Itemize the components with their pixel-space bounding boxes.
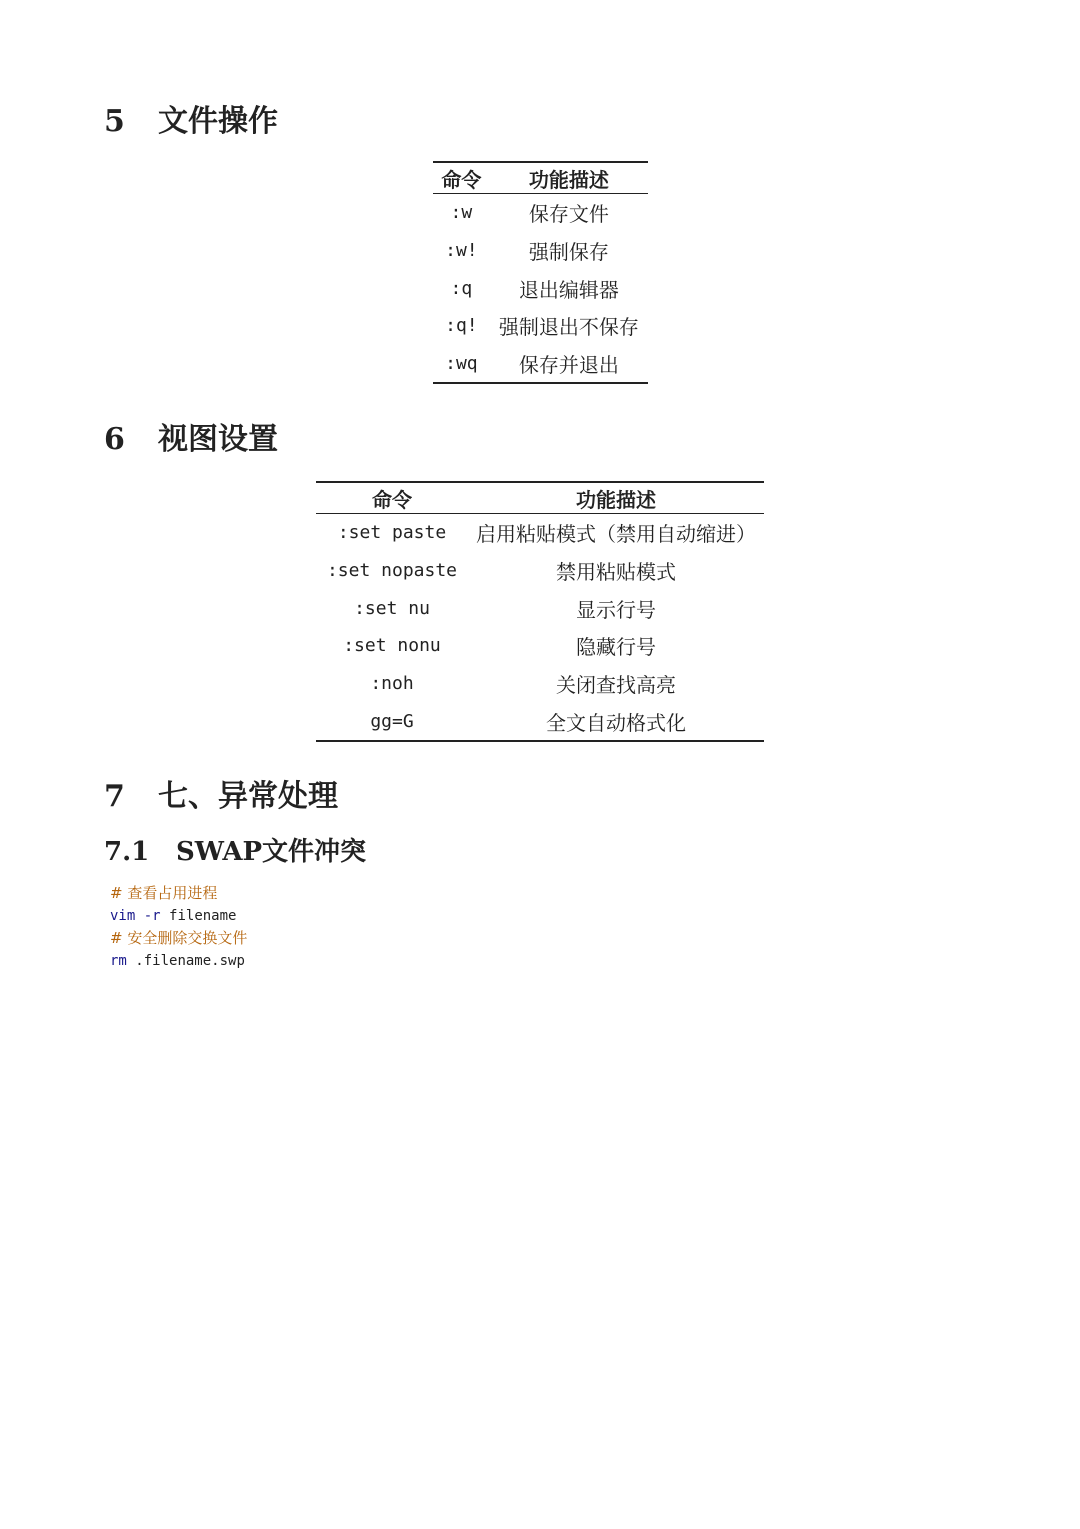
command-cell: :set nu: [354, 597, 430, 619]
code-line: [110, 950, 247, 973]
column-header-command: 命令: [433, 162, 490, 194]
table-row: [316, 514, 764, 552]
code-line: [110, 882, 247, 905]
section-title: 文件操作: [158, 104, 278, 139]
table-row: [433, 307, 648, 345]
table-row: [316, 702, 764, 741]
code-comment: # 安全删除交换文件: [110, 929, 248, 947]
section-title: 视图设置: [158, 422, 278, 457]
command-cell: gg=G: [316, 702, 468, 741]
table-row: [433, 345, 648, 384]
description-cell: 强制保存: [528, 240, 609, 265]
code-line: [110, 927, 247, 950]
file-operations-table: [433, 161, 648, 384]
table-header-row: [316, 482, 764, 514]
table-row: [433, 232, 648, 270]
description-cell: 关闭查找高亮: [556, 673, 676, 698]
description-cell: 禁用粘贴模式: [556, 560, 676, 585]
command-cell: :noh: [370, 673, 414, 695]
table-row: [316, 552, 764, 590]
code-command: rm: [110, 952, 127, 969]
code-comment: # 查看占用进程: [110, 884, 218, 902]
code-line: [110, 905, 247, 928]
description-cell: 启用粘贴模式（禁用自动缩进）: [476, 522, 756, 547]
command-cell: :set paste: [337, 522, 447, 544]
table-row: [316, 627, 764, 665]
command-cell: :w: [450, 202, 473, 224]
table-row: [433, 194, 648, 232]
description-cell: 保存并退出: [490, 345, 648, 384]
command-cell: :q!: [445, 315, 478, 337]
section-5-heading: [104, 96, 278, 140]
command-cell: :q: [450, 277, 473, 299]
command-cell: :set nopaste: [326, 560, 458, 582]
description-cell: 退出编辑器: [518, 277, 619, 302]
view-settings-table: [316, 481, 764, 742]
description-cell: 显示行号: [576, 597, 656, 622]
section-number: 7: [104, 779, 125, 814]
table-row: [433, 269, 648, 307]
column-header-command: 命令: [316, 482, 468, 514]
column-header-description: 功能描述: [468, 482, 764, 514]
subsection-title-cjk: 文件冲突: [262, 837, 367, 867]
description-cell: 隐藏行号: [576, 635, 656, 660]
column-header-description: 功能描述: [490, 162, 648, 194]
code-argument: .filename.swp: [135, 952, 245, 969]
section-6-heading: [104, 414, 278, 458]
section-number: 5: [104, 104, 125, 139]
description-cell: 保存文件: [528, 202, 609, 227]
subsection-title-latin: SWAP: [176, 837, 263, 867]
command-cell: :w!: [445, 240, 478, 262]
table-row: [316, 589, 764, 627]
description-cell: 强制退出不保存: [498, 315, 639, 340]
section-number: 6: [104, 422, 125, 457]
code-command: vim: [110, 907, 136, 924]
command-cell: :wq: [433, 345, 490, 384]
command-cell: :set nonu: [343, 635, 441, 657]
code-argument: filename: [169, 907, 237, 924]
section-7-heading: [104, 771, 338, 815]
code-listing: [110, 882, 247, 972]
table-header-row: [433, 162, 648, 194]
section-title: 七、异常处理: [158, 779, 338, 814]
description-cell: 全文自动格式化: [468, 702, 764, 741]
table-row: [316, 665, 764, 703]
subsection-7-1-heading: [104, 831, 366, 868]
subsection-number: 7.1: [104, 837, 150, 867]
code-flag: -r: [143, 907, 161, 924]
